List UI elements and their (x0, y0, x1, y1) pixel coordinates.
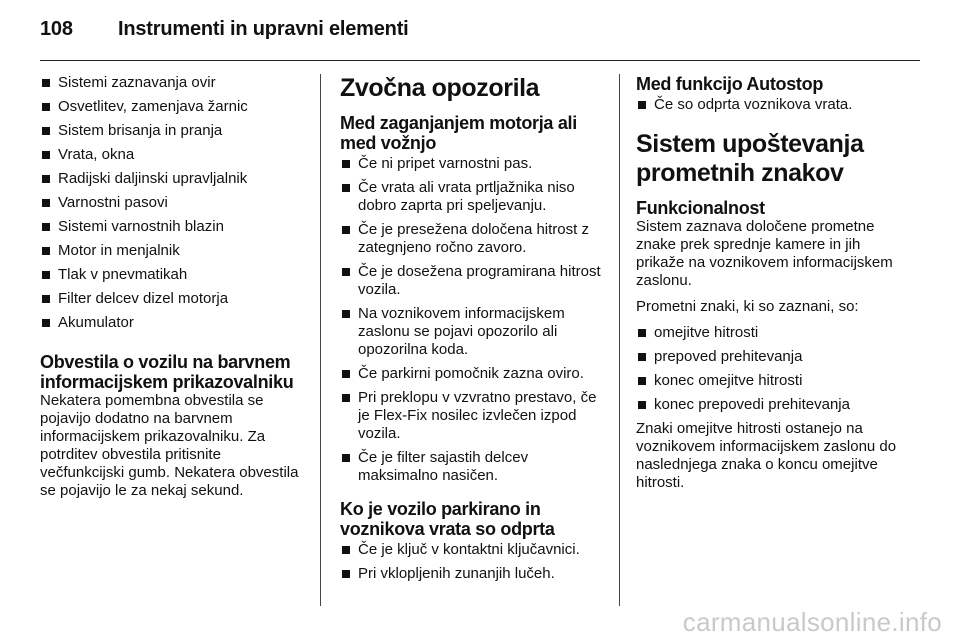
list-item: Če je dosežena programirana hitrost vozila. (340, 263, 608, 299)
list-item: Vrata, okna (40, 146, 308, 164)
list-item: Filter delcev dizel motorja (40, 290, 308, 308)
topic-list (40, 74, 308, 332)
list-item: Če parkirni pomočnik zazna oviro. (340, 365, 608, 383)
list-item: Če je filter sajastih delcev maksimalno nasičen. (340, 449, 608, 485)
list-item: Sistemi zaznavanja ovir (40, 74, 308, 92)
column-divider-right (619, 74, 620, 606)
page-title: Instrumenti in upravni elementi (118, 18, 409, 40)
column-1 (40, 74, 308, 508)
list-item: Tlak v pnevmatikah (40, 266, 308, 284)
list-item: Na voznikovem informacijskem zaslonu se pojavi opozorilo ali opozorilna koda. (340, 305, 608, 359)
list-item: Sistemi varnostnih blazin (40, 218, 308, 236)
list-item: Varnostni pasovi (40, 194, 308, 212)
paragraph: Nekatera pomembna obvestila se pojavijo dodatno na barvnem informacijskem prikazovalniku. Za potrditev obvestila pritisnite večfunkcijski gumb. Nekatera obvestila se pojavijo le za nekaj sekund. (40, 392, 299, 499)
header-rule (40, 60, 920, 61)
subheading-driving: Med zaganjanjem motorja ali med vožnjo (340, 113, 577, 153)
list-item: Če je presežena določena hitrost z zategnjeno ročno zavoro. (340, 221, 608, 257)
sign-types-list (636, 324, 904, 414)
list-item: Sistem brisanja in pranja (40, 122, 308, 140)
subheading-autostop: Med funkcijo Autostop (636, 74, 824, 94)
list-item: konec omejitve hitrosti (636, 372, 904, 390)
page-number: 108 (40, 18, 73, 40)
list-item: Če so odprta voznikova vrata. (636, 96, 904, 114)
column-3 (636, 74, 904, 500)
watermark: carmanualsonline.info (682, 607, 942, 637)
subheading-parked: Ko je vozilo parkirano in voznikova vrata so odprta (340, 499, 555, 539)
subheading-functionality: Funkcionalnost (636, 198, 765, 218)
list-item: omejitve hitrosti (636, 324, 904, 342)
column-2 (340, 74, 608, 589)
list-item: konec prepovedi prehitevanja (636, 396, 904, 414)
list-item: Osvetlitev, zamenjava žarnic (40, 98, 308, 116)
list-item: Radijski daljinski upravljalnik (40, 170, 308, 188)
list-item: Pri vklopljenih zunanjih lučeh. (340, 565, 608, 583)
paragraph: Znaki omejitve hitrosti ostanejo na voznikovem informacijskem zaslonu do naslednjega znaka o koncu omejitve hitrosti. (636, 420, 897, 491)
list-item: Če je ključ v kontaktni ključavnici. (340, 541, 608, 559)
paragraph: Sistem zaznava določene prometne znake prek sprednje kamere in jih prikaže na voznikovem informacijskem zaslonu. (636, 218, 893, 289)
section-title-traffic-sign: Sistem upoštevanja prometnih znakov (636, 130, 864, 187)
list-item: Če vrata ali vrata prtljažnika niso dobro zaprta pri speljevanju. (340, 179, 608, 215)
autostop-list (636, 96, 904, 114)
section-heading-display-messages: Obvestila o vozilu na barvnem informacijskem prikazovalniku (40, 352, 294, 392)
section-title-warning-chimes: Zvočna opozorila (340, 74, 540, 102)
column-divider-left (320, 74, 321, 606)
list-item: Pri preklopu v vzvratno prestavo, če je Flex-Fix nosilec izvlečen izpod vozila. (340, 389, 608, 443)
warning-list-parked (340, 541, 608, 583)
paragraph: Prometni znaki, ki so zaznani, so: (636, 298, 859, 315)
warning-list-driving (340, 155, 608, 485)
list-item: prepoved prehitevanja (636, 348, 904, 366)
page-header (40, 18, 409, 41)
list-item: Motor in menjalnik (40, 242, 308, 260)
list-item: Če ni pripet varnostni pas. (340, 155, 608, 173)
list-item: Akumulator (40, 314, 308, 332)
